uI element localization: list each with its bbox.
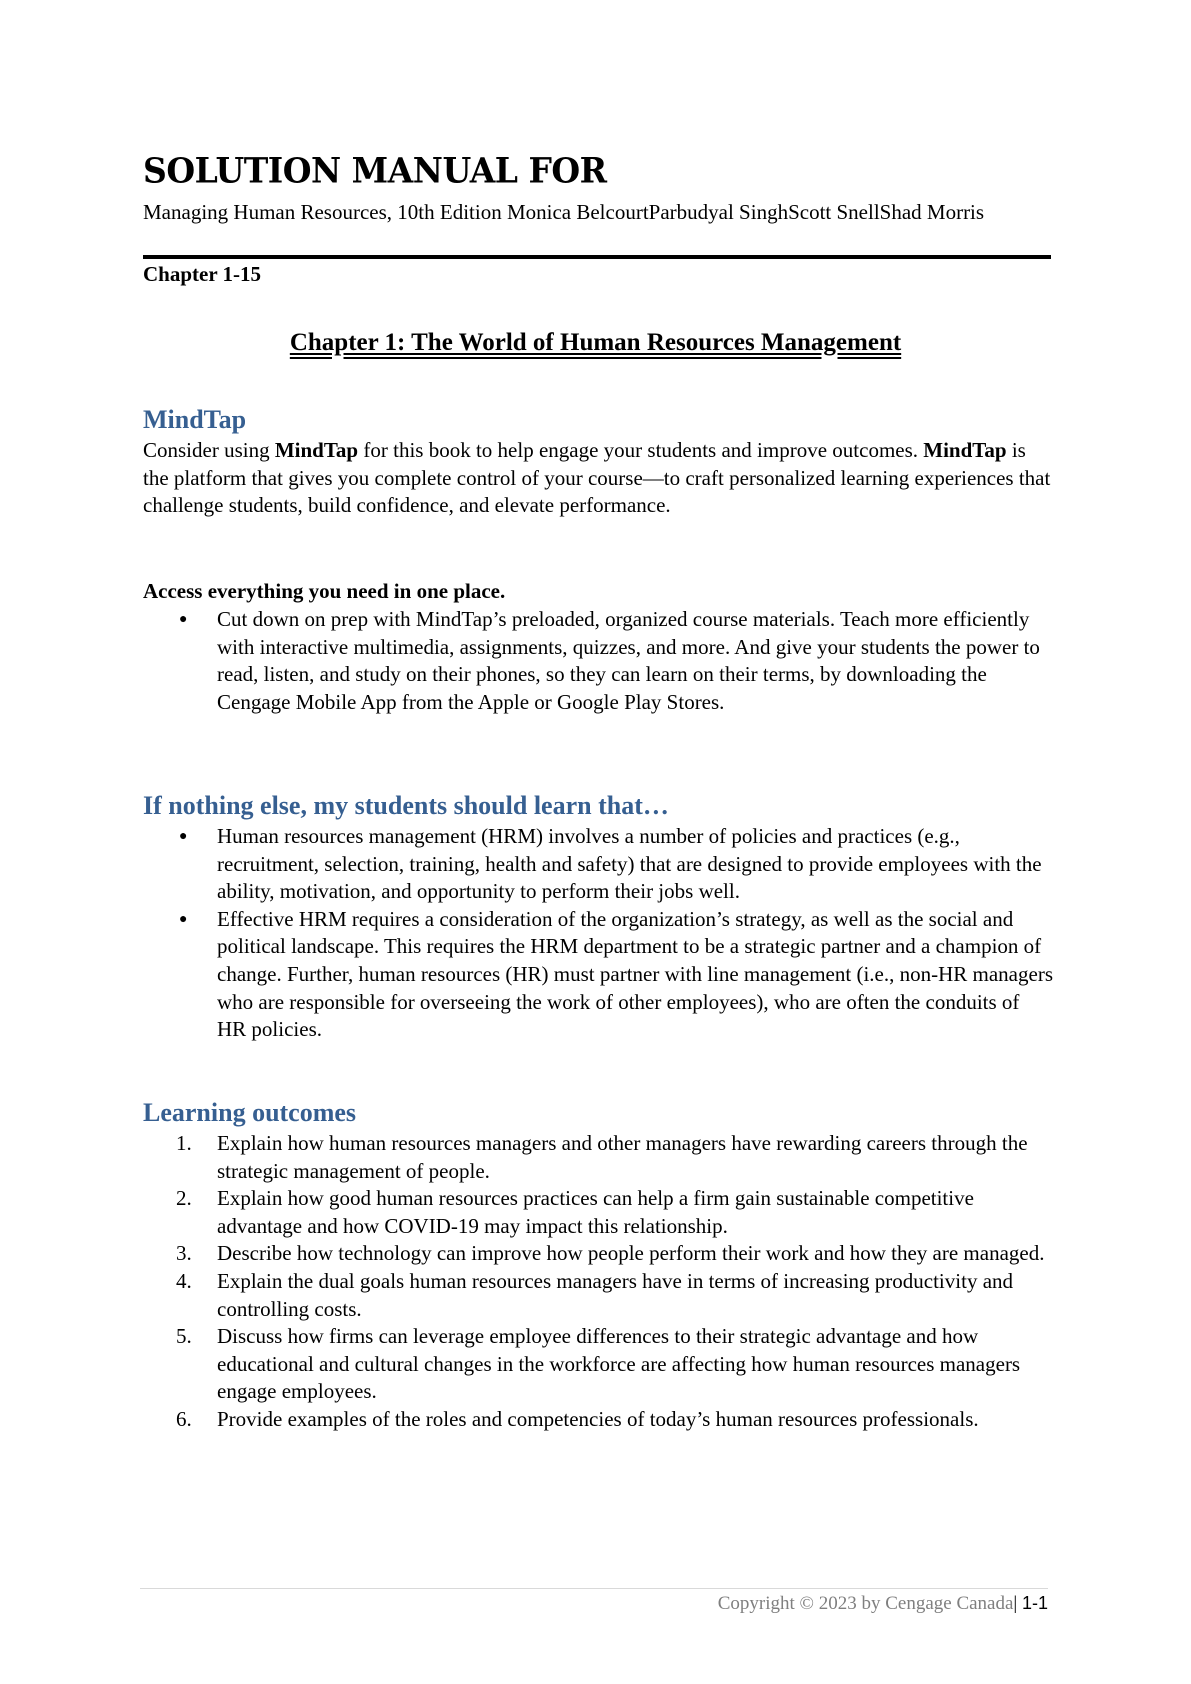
para-text: Consider using [143, 438, 275, 462]
list-item-text: Cut down on prep with MindTap’s preloaded, organized course materials. Teach more efficiently with interactive multimedia, assignments, quizzes, and more. And give your students the power to read, listen, and study on their phones, so they can learn on their terms, by downloading the Cengage Mobile App from the Apple or Google Play Stores. [217, 607, 1040, 714]
chapter-title [0, 327, 1191, 359]
list-item [143, 1240, 1053, 1268]
footer-separator: | [1013, 1593, 1018, 1614]
list-item [143, 1323, 1053, 1406]
mindtap-bullet-list [143, 606, 1053, 716]
item-number: 4. [176, 1268, 192, 1293]
learn-that-bullet-list [143, 823, 1053, 1044]
para-bold: MindTap [274, 438, 359, 462]
list-item [143, 823, 1053, 906]
list-item [143, 906, 1053, 1044]
chapter-title-text: Chapter 1: The World of Human Resources Management [289, 329, 902, 356]
list-item [143, 1185, 1053, 1240]
list-item [143, 1406, 1053, 1434]
para-bold: MindTap [923, 438, 1007, 462]
document-title: SOLUTION MANUAL FOR [143, 150, 607, 191]
item-number: 2. [176, 1186, 192, 1211]
access-label: Access everything you need in one place. [143, 579, 506, 603]
para-text: for this book to help engage your students and improve outcomes. [358, 438, 924, 462]
list-item-text: Discuss how firms can leverage employee differences to their strategic advantage and how educational and cultural changes in the workforce are affecting how human resources managers engage employees. [217, 1324, 1021, 1404]
list-item [143, 1268, 1053, 1323]
mindtap-heading: MindTap [143, 405, 247, 434]
list-item-text: Describe how technology can improve how people perform their work and how they are managed. [217, 1241, 1045, 1266]
item-number: 1. [176, 1131, 192, 1155]
learning-outcomes-heading: Learning outcomes [143, 1098, 357, 1127]
para-text: is the platform that gives you complete control of your course—to craft personalized learning experiences that challenge students, build confidence, and elevate performance. [143, 438, 1051, 518]
chapter-range: Chapter 1-15 [143, 262, 262, 286]
list-item-text: Effective HRM requires a consideration of the organization’s strategy, as well as the social and political landscape. This requires the HRM department to be a strategic partner and a champion of change. Further, human resources (HR) must partner with line management (i.e., non-HR managers who are responsible for overseeing the work of other employees), who are often the conduits of HR policies. [217, 906, 1053, 1042]
learning-outcomes-list [143, 1130, 1053, 1434]
list-item-text: Human resources management (HRM) involves a number of policies and practices (e.g., recruitment, selection, training, health and safety) that are designed to provide employees with the ability, motivation, and opportunity to perform their jobs well. [217, 824, 1042, 904]
footer-rule [140, 1588, 1048, 1589]
list-item-text: Explain the dual goals human resources managers have in terms of increasing productivity and controlling costs. [217, 1268, 1014, 1321]
list-item-text: Explain how good human resources practices can help a firm gain sustainable competitive advantage and how COVID-19 may impact this relationship. [217, 1186, 974, 1238]
page-footer [0, 1590, 1048, 1617]
item-number: 5. [176, 1324, 192, 1349]
bullet-icon: ● [179, 829, 188, 844]
copyright-text: Copyright © 2023 by Cengage Canada [717, 1593, 1014, 1614]
list-item-text: Provide examples of the roles and competencies of today’s human resources professionals. [217, 1406, 979, 1431]
bullet-icon: ● [179, 911, 188, 927]
page-number: 1-1 [1021, 1593, 1048, 1613]
list-item [143, 1130, 1053, 1185]
header-rule [143, 255, 1051, 259]
learn-that-heading: If nothing else, my students should learn that… [143, 791, 669, 820]
book-subtitle: Managing Human Resources, 10th Edition Monica BelcourtParbudyal SinghScott SnellShad Morris [143, 200, 985, 224]
item-number: 6. [176, 1406, 192, 1431]
list-item [143, 606, 1053, 716]
mindtap-paragraph [143, 437, 1053, 520]
item-number: 3. [176, 1241, 192, 1266]
list-item-text: Explain how human resources managers and other managers have rewarding careers through the strategic management of people. [217, 1131, 1028, 1183]
bullet-icon: ● [179, 612, 188, 627]
